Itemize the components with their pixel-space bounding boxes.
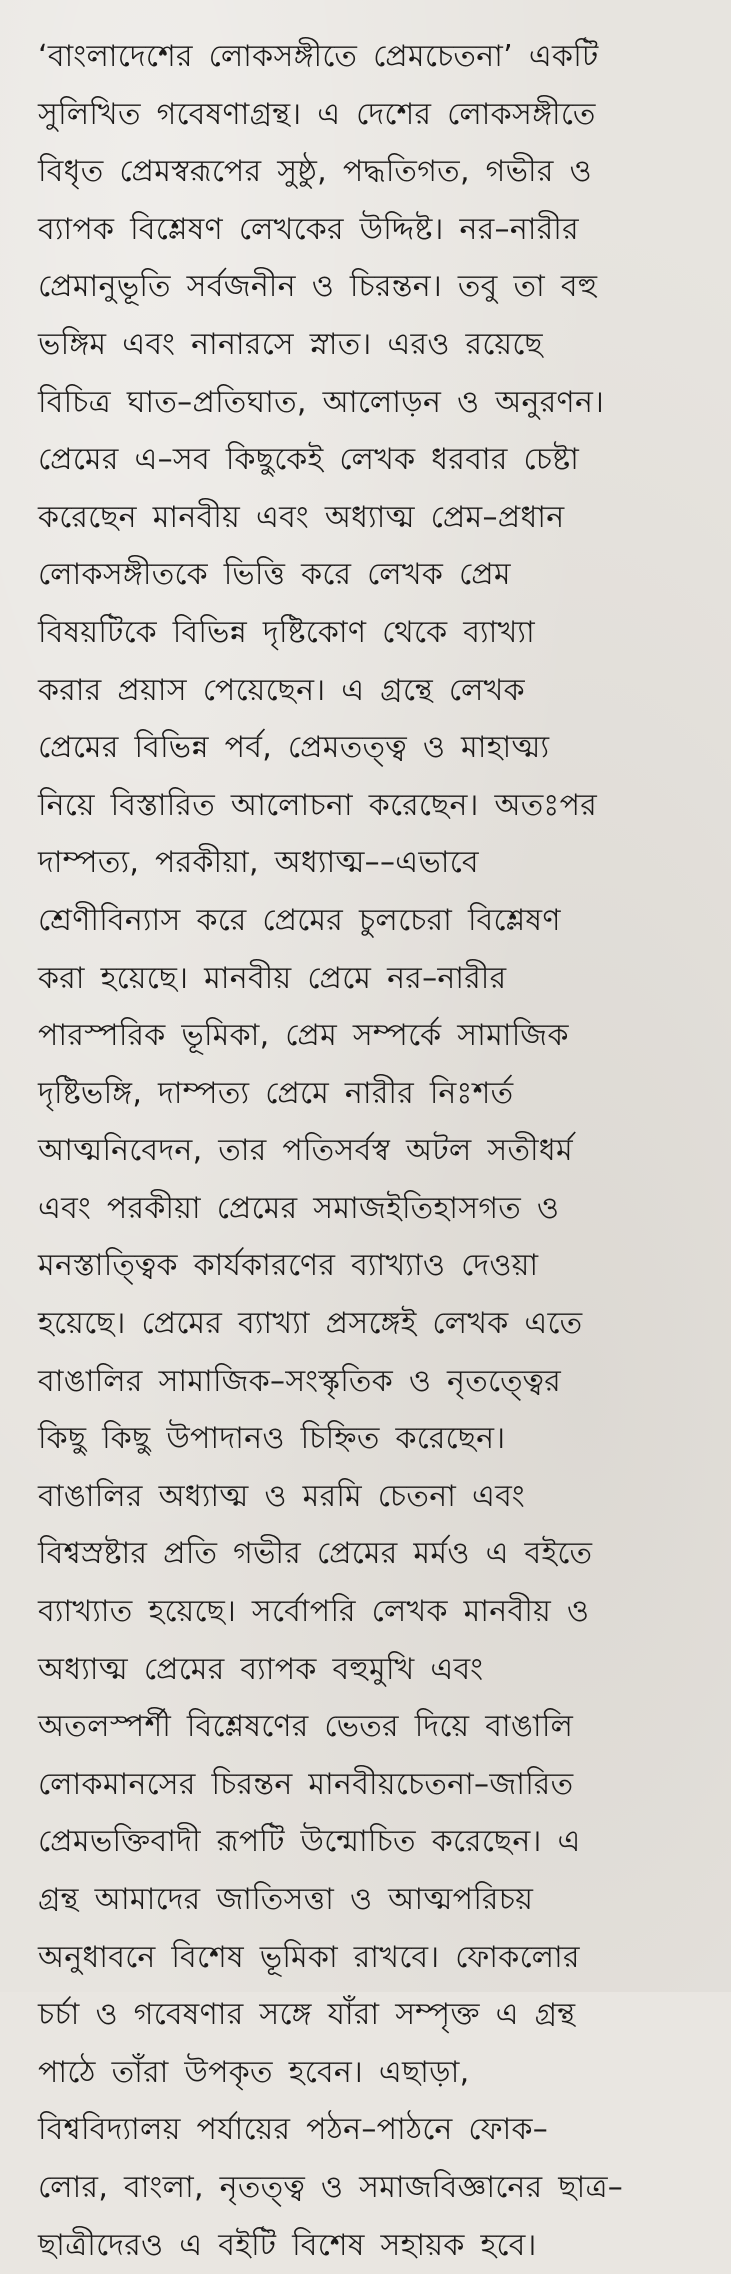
text-line: প্রেমের বিভিন্ন পর্ব, প্রেমতত্ত্ব ও মাহাত্ম্য (38, 730, 550, 766)
text-line: ভঙ্গিম এবং নানারসে স্নাত। এরও রয়েছে (38, 326, 543, 362)
text-line: চর্চা ও গবেষণার সঙ্গে যাঁরা সম্পৃক্ত এ গ্রন্থ (38, 1997, 576, 2033)
text-line: বাঙালির অধ্যাত্ম ও মরমি চেতনা এবং (38, 1478, 526, 1514)
text-line: বিধৃত প্রেমস্বরূপের সুষ্ঠু, পদ্ধতিগত, গভীর ও (38, 154, 592, 190)
text-line: নিয়ে বিস্তারিত আলোচনা করেছেন। অতঃপর (38, 787, 598, 823)
text-line: সুলিখিত গবেষণাগ্রন্থ। এ দেশের লোকসঙ্গীতে (38, 96, 596, 132)
text-line: মনস্তাত্ত্বিক কার্যকারণের ব্যাখ্যাও দেওয়া (38, 1248, 539, 1284)
text-line: অনুধাবনে বিশেষ ভূমিকা রাখবে। ফোকলোর (38, 1939, 580, 1975)
text-line: পাঠে তাঁরা উপকৃত হবেন। এছাড়া, (38, 2054, 470, 2090)
text-line: ব্যাখ্যাত হয়েছে। সর্বোপরি লেখক মানবীয় ও (38, 1594, 590, 1630)
text-line: কিছু কিছু উপাদানও চিহ্নিত করেছেন। (38, 1421, 506, 1457)
text-line: বিষয়টিকে বিভিন্ন দৃষ্টিকোণ থেকে ব্যাখ্যা (38, 614, 536, 650)
text-line: বিশ্ববিদ্যালয় পর্যায়ের পঠন–পাঠনে ফোক– (38, 2112, 549, 2148)
text-line: বিশ্বস্রষ্টার প্রতি গভীর প্রেমের মর্মও এ বইতে (38, 1536, 593, 1572)
text-line: বিচিত্র ঘাত–প্রতিঘাত, আলোড়ন ও অনুরণন। (38, 384, 605, 420)
text-line: গ্রন্থ আমাদের জাতিসত্তা ও আত্মপরিচয় (38, 1882, 534, 1917)
text-line: ‘বাংলাদেশের লোকসঙ্গীতে প্রেমচেতনা’ একটি (38, 39, 599, 74)
text-line: লোকসঙ্গীতকে ভিত্তি করে লেখক প্রেম (38, 557, 511, 593)
text-line: ব্যাপক বিশ্লেষণ লেখকের উদ্দিষ্ট। নর–নারীর (38, 211, 579, 247)
text-line: ছাত্রীদেরও এ বইটি বিশেষ সহায়ক হবে। (38, 2227, 537, 2263)
text-line: দৃষ্টিভঙ্গি, দাম্পত্য প্রেমে নারীর নিঃশর্ত (38, 1075, 514, 1111)
text-line: করার প্রয়াস পেয়েছেন। এ গ্রন্থে লেখক (38, 672, 525, 708)
text-line: দাম্পত্য, পরকীয়া, অধ্যাত্ম––এভাবে (38, 845, 479, 881)
text-line: প্রেমের এ–সব কিছুকেই লেখক ধরবার চেষ্টা (38, 442, 580, 478)
text-line: আত্মনিবেদন, তার পতিসর্বস্ব অটল সতীধর্ম (38, 1133, 573, 1169)
text-line: প্রেমানুভূতি সর্বজনীন ও চিরন্তন। তবু তা বহু (38, 269, 598, 305)
text-line: শ্রেণীবিন্যাস করে প্রেমের চুলচেরা বিশ্লেষণ (38, 902, 561, 938)
text-line: করেছেন মানবীয় এবং অধ্যাত্ম প্রেম–প্রধান (38, 499, 565, 535)
text-line: এবং পরকীয়া প্রেমের সমাজইতিহাসগত ও (38, 1190, 560, 1226)
text-line: লোকমানসের চিরন্তন মানবীয়চেতনা–জারিত (38, 1766, 574, 1802)
text-line: হয়েছে। প্রেমের ব্যাখ্যা প্রসঙ্গেই লেখক এতে (38, 1306, 583, 1342)
text-line: প্রেমভক্তিবাদী রূপটি উন্মোচিত করেছেন। এ (38, 1824, 581, 1860)
text-line: পারস্পরিক ভূমিকা, প্রেম সম্পর্কে সামাজিক (38, 1018, 569, 1054)
text-line: অতলস্পর্শী বিশ্লেষণের ভেতর দিয়ে বাঙালি (38, 1709, 574, 1745)
review-paragraph (38, 28, 703, 2274)
text-line: করা হয়েছে। মানবীয় প্রেমে নর–নারীর (38, 960, 507, 996)
text-line: লোর, বাংলা, নৃতত্ত্ব ও সমাজবিজ্ঞানের ছাত্র– (38, 2169, 624, 2205)
text-line: বাঙালির সামাজিক–সংস্কৃতিক ও নৃতত্ত্বের (38, 1363, 562, 1399)
text-line: অধ্যাত্ম প্রেমের ব্যাপক বহুমুখি এবং (38, 1651, 484, 1687)
